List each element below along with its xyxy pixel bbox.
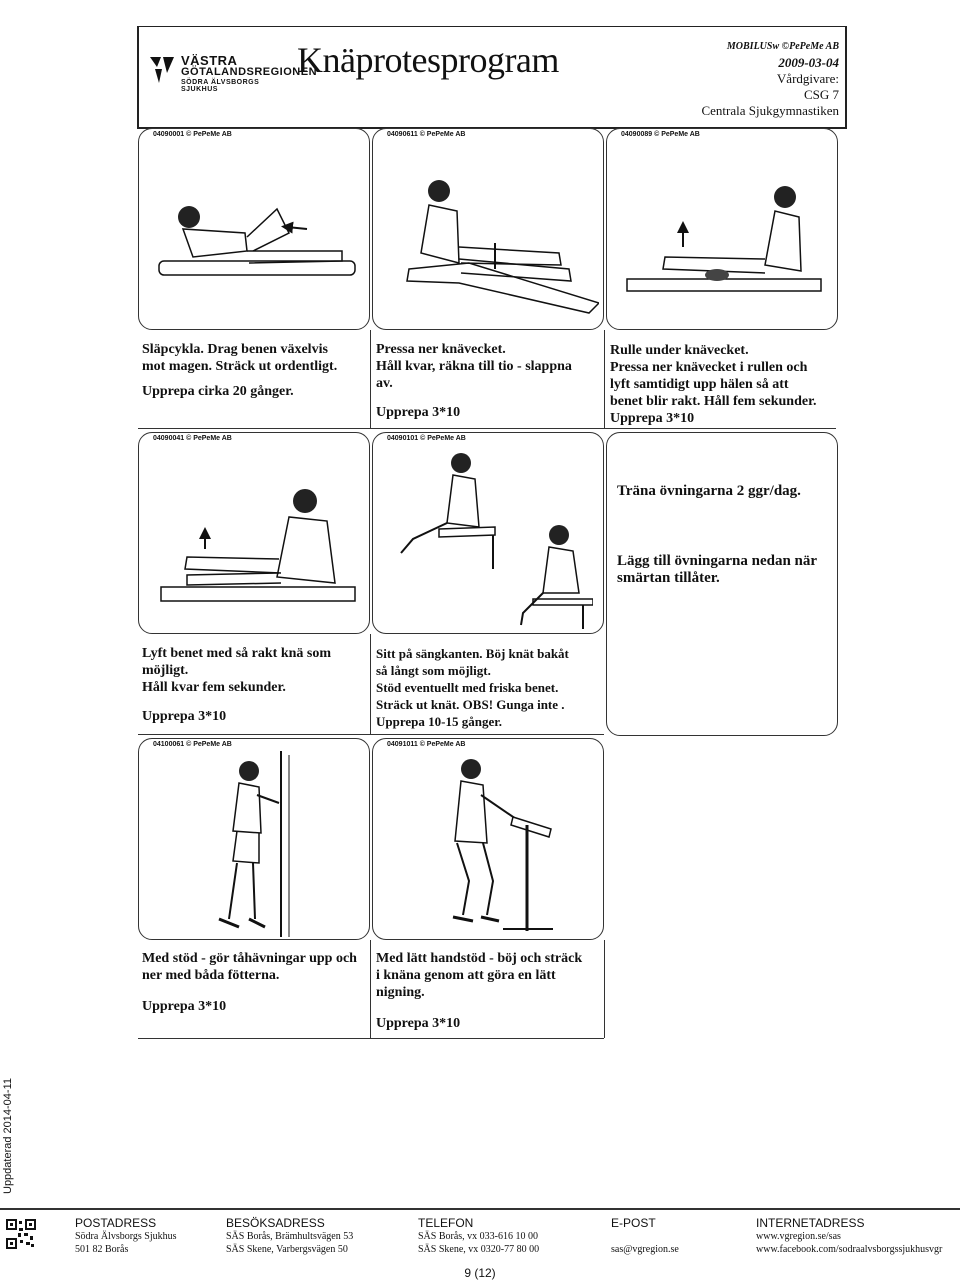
column-divider xyxy=(370,634,371,734)
column-divider xyxy=(370,940,371,1038)
exercise-4-instructions: Lyft benet med så rakt knä som möjligt. Håll kvar fem sekunder. Upprepa 3*10 xyxy=(142,646,332,724)
footer-telefon-heading: TELEFON xyxy=(418,1216,474,1230)
progression-note-line1: Lägg till övningarna nedan när xyxy=(617,553,818,569)
page-number: 9 (12) xyxy=(464,1266,496,1280)
footer-divider xyxy=(0,1208,960,1210)
footer-epost-heading: E-POST xyxy=(611,1216,656,1230)
document-date: 2009-03-04 xyxy=(778,55,839,70)
exercise-7-instructions: Med lätt handstöd - böj och sträck i knäna genom att göra en lätt nigning. Upprepa 3*10 xyxy=(376,951,583,1031)
copyright-line: MOBILUSw ©PePeMe AB xyxy=(726,41,839,52)
exercise-2-image-card xyxy=(372,128,604,330)
exercise-2-instructions: Pressa ner knävecket. Håll kvar, räkna till tio - slappna av. Upprepa 3*10 xyxy=(376,342,572,420)
exercise-5-image-card xyxy=(372,432,604,634)
column-divider xyxy=(604,940,605,1038)
exercise-7-image-card xyxy=(372,738,604,940)
row-divider xyxy=(138,734,604,735)
page-title: Knäprotesprogram xyxy=(297,40,559,80)
footer-web-heading: INTERNETADRESS xyxy=(756,1216,865,1230)
footer-email-link[interactable]: sas@vgregion.se xyxy=(611,1244,679,1255)
department-name: Centrala Sjukgymnastiken xyxy=(701,103,839,118)
exercise-6-code: 04100061 © PePeMe AB xyxy=(153,741,232,748)
exercise-1-instructions: Släpcykla. Drag benen växelvis mot magen. Sträck ut ordentligt. Upprepa cirka 20 gånger. xyxy=(142,342,338,399)
qr-code-icon xyxy=(6,1219,36,1249)
footer-besok-line2: SÄS Skene, Varbergsvägen 50 xyxy=(226,1244,348,1255)
updated-date-label: Uppdaterad 2014-04-11 xyxy=(2,1078,14,1194)
footer-website-link[interactable]: www.vgregion.se/sas xyxy=(756,1231,841,1242)
row-divider xyxy=(138,1038,604,1039)
exercise-1-code: 04090001 © PePeMe AB xyxy=(153,131,232,138)
exercise-straight-leg-raise-illustration xyxy=(157,477,357,617)
exercise-7-code: 04091011 © PePeMe AB xyxy=(387,741,466,748)
exercise-3-code: 04090089 © PePeMe AB xyxy=(621,131,700,138)
training-frequency-note: Träna övningarna 2 ggr/dag. xyxy=(617,483,801,499)
exercise-4-code: 04090041 © PePeMe AB xyxy=(153,435,232,442)
organization-logo xyxy=(149,49,318,97)
progression-note-line2: smärtan tillåter. xyxy=(617,570,720,586)
footer-postadress-line1: Södra Älvsborgs Sjukhus xyxy=(75,1231,177,1242)
exercise-knee-roll-illustration xyxy=(625,179,825,299)
exercise-2-code: 04090611 © PePeMe AB xyxy=(387,131,466,138)
exercise-knee-bend-support-illustration xyxy=(433,751,593,937)
footer-postadress-line2: 501 82 Borås xyxy=(75,1244,129,1255)
exercise-knee-press-illustration xyxy=(399,173,599,323)
caregiver-code: CSG 7 xyxy=(803,87,839,102)
footer-besok-heading: BESÖKSADRESS xyxy=(226,1216,325,1230)
exercise-toe-raise-illustration xyxy=(189,751,349,937)
row-divider xyxy=(138,428,836,429)
exercise-6-image-card xyxy=(138,738,370,940)
exercise-lying-leg-slide-illustration xyxy=(157,189,357,299)
exercise-4-image-card xyxy=(138,432,370,634)
exercise-seated-knee-bend-illustration xyxy=(383,443,593,629)
region-logo-icon xyxy=(149,53,175,87)
column-divider xyxy=(604,330,605,428)
caregiver-label: Vårdgivare: xyxy=(776,71,839,86)
exercise-5-instructions: Sitt på sängkanten. Böj knät bakåt så långt som möjligt. Stöd eventuellt med friska benet. Sträck ut knät. OBS! Gunga inte . Upprepa 10-15 gånger. xyxy=(376,646,569,729)
footer-telefon-line2: SÄS Skene, vx 0320-77 80 00 xyxy=(418,1244,540,1255)
document-meta xyxy=(701,39,839,119)
training-notes-card xyxy=(606,432,838,736)
footer-postadress-heading: POSTADRESS xyxy=(75,1216,157,1230)
org-name-line2: GÖTALANDSREGIONEN xyxy=(181,66,318,78)
org-name-line3: SÖDRA ÄLVSBORGS SJUKHUS xyxy=(181,79,260,93)
exercise-6-instructions: Med stöd - gör tåhävningar upp och ner med båda fötterna. Upprepa 3*10 xyxy=(142,951,357,1014)
exercise-3-instructions: Rulle under knävecket. Pressa ner knävecket i rullen och lyft samtidigt upp hälen så att benet blir rakt. Håll fem sekunder. Upprepa 3*10 xyxy=(610,343,817,426)
exercise-1-image-card xyxy=(138,128,370,330)
footer-besok-line1: SÄS Borås, Brämhultsvägen 53 xyxy=(226,1231,354,1242)
column-divider xyxy=(370,330,371,428)
exercise-5-code: 04090101 © PePeMe AB xyxy=(387,435,466,442)
footer-telefon-line1: SÄS Borås, vx 033-616 10 00 xyxy=(418,1231,539,1242)
exercise-3-image-card xyxy=(606,128,838,330)
org-name-line1: VÄSTRA xyxy=(181,53,238,68)
footer-facebook-link[interactable]: www.facebook.com/sodraalvsborgssjukhusvgr xyxy=(756,1244,943,1255)
document-header xyxy=(137,26,847,129)
